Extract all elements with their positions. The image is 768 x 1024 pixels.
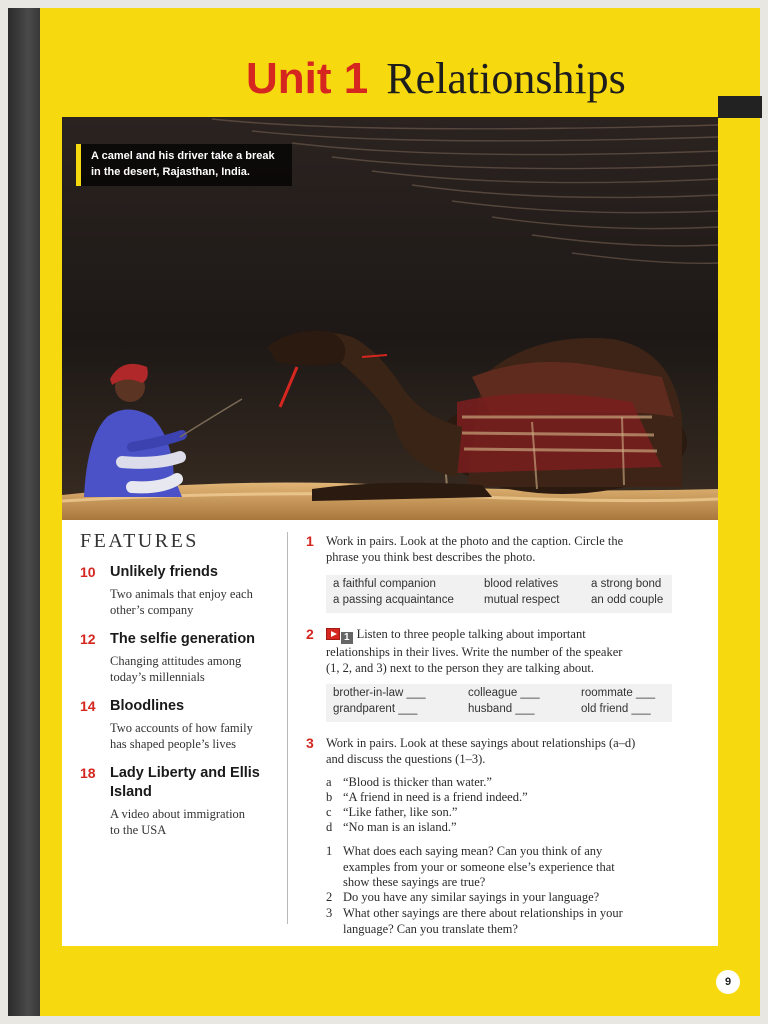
phrase-box [326,575,672,613]
exercise-1 [306,533,702,565]
instruction-line: phrase you think best describes the photo. [326,550,536,564]
column-divider [287,532,288,924]
feature-desc-line: other’s company [110,603,194,617]
saying-item [326,790,528,806]
saying-text: “A friend in need is a friend indeed.” [343,790,528,804]
question-line: show these sayings are true? [343,875,486,889]
unit-label: Unit 1 [246,54,369,103]
person-blank[interactable]: old friend ___ [581,703,651,715]
phrase-option[interactable]: a faithful companion [333,578,436,590]
feature-desc-line: to the USA [110,823,167,837]
saying-text: “Blood is thicker than water.” [343,775,492,789]
person-blank[interactable]: brother-in-law ___ [333,687,426,699]
exercise-3 [306,735,702,767]
person-blank[interactable]: roommate ___ [581,687,656,699]
feature-item [80,764,280,838]
saying-label: a [326,775,332,789]
question-line: examples from your or someone else’s experience that [343,859,615,874]
phrase-option[interactable]: an odd couple [591,594,664,606]
saying-label: b [326,790,333,804]
instruction-line: relationships in their lives. Write the number of the speaker [326,645,623,659]
feature-item [80,563,280,618]
instruction-line: Work in pairs. Look at the photo and the caption. Circle the [326,534,624,548]
page-title [246,54,626,104]
feature-desc-line: Changing attitudes among [110,654,242,668]
question-label: 3 [326,906,333,920]
saying-text: “Like father, like son.” [343,805,458,819]
audio-play-icon[interactable] [326,628,340,640]
phrase-option[interactable]: blood relatives [484,578,559,590]
caption-line-1: A camel and his driver take a break [91,150,275,162]
page-number: 9 [716,970,740,994]
feature-desc-line: Two accounts of how family [110,721,253,735]
audio-track-number: 1 [341,632,353,644]
feature-desc-line: A video about immigration [110,807,246,821]
question-label: 1 [326,844,333,858]
feature-title: Bloodlines [110,698,185,714]
phrase-option[interactable]: a strong bond [591,578,662,590]
instruction-line: Work in pairs. Look at these sayings about relationships (a–d) [326,736,636,750]
feature-description [110,720,280,752]
saying-item [326,775,492,791]
exercise-instruction [326,626,702,676]
question-line: language? Can you translate them? [343,921,518,936]
saying-item [326,805,457,821]
exercise-instruction [326,735,702,767]
exercise-number: 2 [306,626,314,642]
unit-title: Relationships [386,54,626,103]
question-line: What does each saying mean? Can you think of any [343,844,603,858]
features-heading: FEATURES [80,530,199,552]
feature-description [110,653,280,685]
question-item [326,844,615,891]
saying-text: “No man is an island.” [343,820,457,834]
question-item [326,906,623,937]
person-blank[interactable]: husband ___ [468,703,535,715]
question-item [326,890,599,906]
photo-caption [76,144,292,186]
exercise-2 [306,626,702,676]
instruction-line: (1, 2, and 3) next to the person they are talking about. [326,661,594,675]
phrase-option[interactable]: a passing acquaintance [333,594,454,606]
person-blank[interactable]: colleague ___ [468,687,540,699]
exercise-number: 1 [306,533,314,549]
feature-title-line: Lady Liberty and Ellis [110,765,260,781]
feature-page-number: 12 [80,631,96,647]
saying-item [326,820,457,836]
book-spine [8,8,42,1016]
feature-desc-line: today’s millennials [110,670,205,684]
feature-description [110,806,280,838]
feature-page-number: 14 [80,698,96,714]
feature-title: The selfie generation [110,631,256,647]
feature-item [80,697,280,752]
feature-title [110,764,280,802]
phrase-option[interactable]: mutual respect [484,594,560,606]
exercise-number: 3 [306,735,314,751]
feature-page-number: 10 [80,564,96,580]
feature-page-number: 18 [80,765,96,781]
instruction-line: and discuss the questions (1–3). [326,752,486,766]
feature-title: Unlikely friends [110,564,218,580]
question-line: What other sayings are there about relationships in your [343,906,623,920]
feature-desc-line: has shaped people’s lives [110,737,237,751]
question-label: 2 [326,890,333,904]
instruction-line: Listen to three people talking about important [356,627,586,641]
feature-desc-line: Two animals that enjoy each [110,587,253,601]
feature-title-line: Island [110,784,152,800]
page-edge-tab [718,96,762,118]
question-line: Do you have any similar sayings in your language? [343,890,600,904]
caption-line-2: in the desert, Rajasthan, India. [91,166,250,178]
feature-description [110,586,280,618]
saying-label: d [326,820,333,834]
people-box [326,684,672,722]
exercise-instruction [326,533,702,565]
person-blank[interactable]: grandparent ___ [333,703,418,715]
saying-label: c [326,805,332,819]
feature-item [80,630,280,685]
